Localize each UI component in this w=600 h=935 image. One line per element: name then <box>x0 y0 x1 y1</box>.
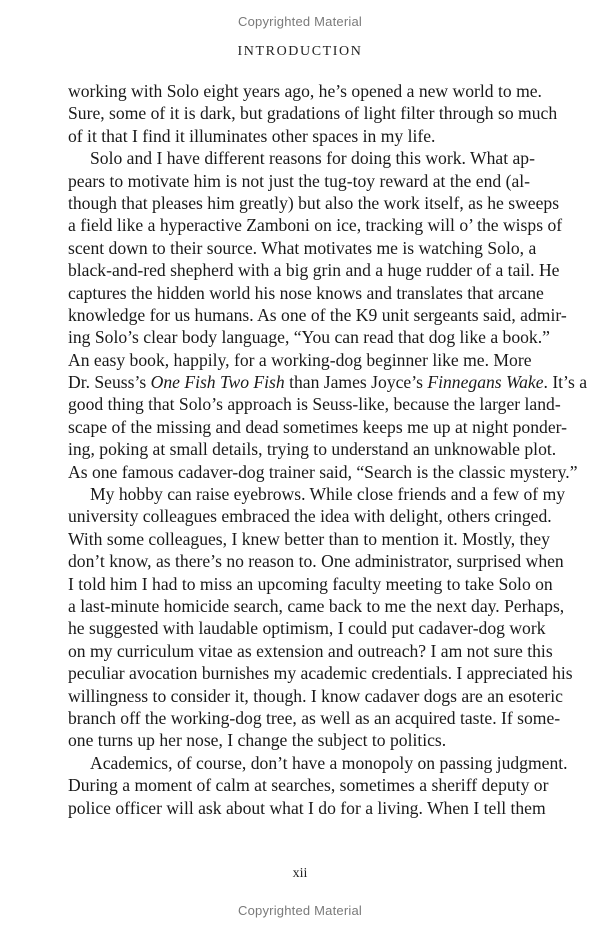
text-line: My hobby can raise eyebrows. While close friends and a few of my <box>90 484 566 505</box>
text-line: on my curriculum vitae as extension and outreach? I am not sure this <box>68 640 553 661</box>
text-line: don’t know, as there’s no reason to. One administrator, surprised when <box>68 551 564 572</box>
text-line: Sure, some of it is dark, but gradations of light filter through so much <box>68 103 558 124</box>
paragraph <box>68 752 568 819</box>
text-line: scent down to their source. What motivates me is watching Solo, a <box>68 237 537 258</box>
text-line: I told him I had to miss an upcoming faculty meeting to take Solo on <box>68 573 553 594</box>
text-line: knowledge for us humans. As one of the K9 unit sergeants said, admir- <box>68 304 567 325</box>
text-line: of it that I find it illuminates other spaces in my life. <box>68 125 436 146</box>
text-line: ing Solo’s clear body language, “You can read that dog like a book.” <box>68 327 550 348</box>
text-line: a last-minute homicide search, came back to me the next day. Perhaps, <box>68 595 565 616</box>
body-text <box>68 80 588 819</box>
text-line: branch off the working-dog tree, as well as an acquired taste. If some- <box>68 707 561 728</box>
watermark-top: Copyrighted Material <box>238 14 362 29</box>
text-line: Academics, of course, don’t have a monopoly on passing judgment. <box>90 752 568 773</box>
text-line: university colleagues embraced the idea with delight, others cringed. <box>68 506 552 527</box>
text-line: pears to motivate him is not just the tug-toy reward at the end (al- <box>68 170 530 191</box>
text-line: Dr. Seuss’s One Fish Two Fish than James Joyce’s Finnegans Wake. It’s a <box>68 372 588 393</box>
text-line: one turns up her nose, I change the subject to politics. <box>68 730 447 751</box>
running-head: INTRODUCTION <box>237 44 363 59</box>
text-line: willingness to consider it, though. I know cadaver dogs are an esoteric <box>68 685 563 706</box>
text-line: Solo and I have different reasons for doing this work. What ap- <box>90 148 535 169</box>
watermark-bottom: Copyrighted Material <box>238 903 362 918</box>
text-line: he suggested with laudable optimism, I could put cadaver-dog work <box>68 618 546 639</box>
text-line: good thing that Solo’s approach is Seuss-like, because the larger land- <box>68 394 561 415</box>
text-line: though that pleases him greatly) but also the work itself, as he sweeps <box>68 192 560 213</box>
text-line: As one famous cadaver-dog trainer said, “Search is the classic mystery.” <box>68 461 578 482</box>
text-line: black-and-red shepherd with a big grin and a huge rudder of a tail. He <box>68 260 560 281</box>
paragraph <box>68 483 573 752</box>
text-line: ing, poking at small details, trying to understand an unknowable plot. <box>68 439 557 460</box>
paragraph <box>68 147 588 483</box>
text-line: scape of the missing and dead sometimes keeps me up at night ponder- <box>68 416 567 437</box>
paragraph <box>68 80 558 147</box>
text-line: captures the hidden world his nose knows and translates that arcane <box>68 282 544 303</box>
text-line: working with Solo eight years ago, he’s opened a new world to me. <box>68 81 542 101</box>
page-number: xii <box>292 866 308 881</box>
text-line: police officer will ask about what I do for a living. When I tell them <box>68 797 546 818</box>
text-line: peculiar avocation burnishes my academic credentials. I appreciated his <box>68 663 573 684</box>
text-line: a field like a hyperactive Zamboni on ice, tracking will o’ the wisps of <box>68 215 563 236</box>
text-line: With some colleagues, I knew better than to mention it. Mostly, they <box>68 528 550 549</box>
text-line: An easy book, happily, for a working-dog beginner like me. More <box>68 349 532 370</box>
text-line: During a moment of calm at searches, sometimes a sheriff deputy or <box>68 775 549 796</box>
